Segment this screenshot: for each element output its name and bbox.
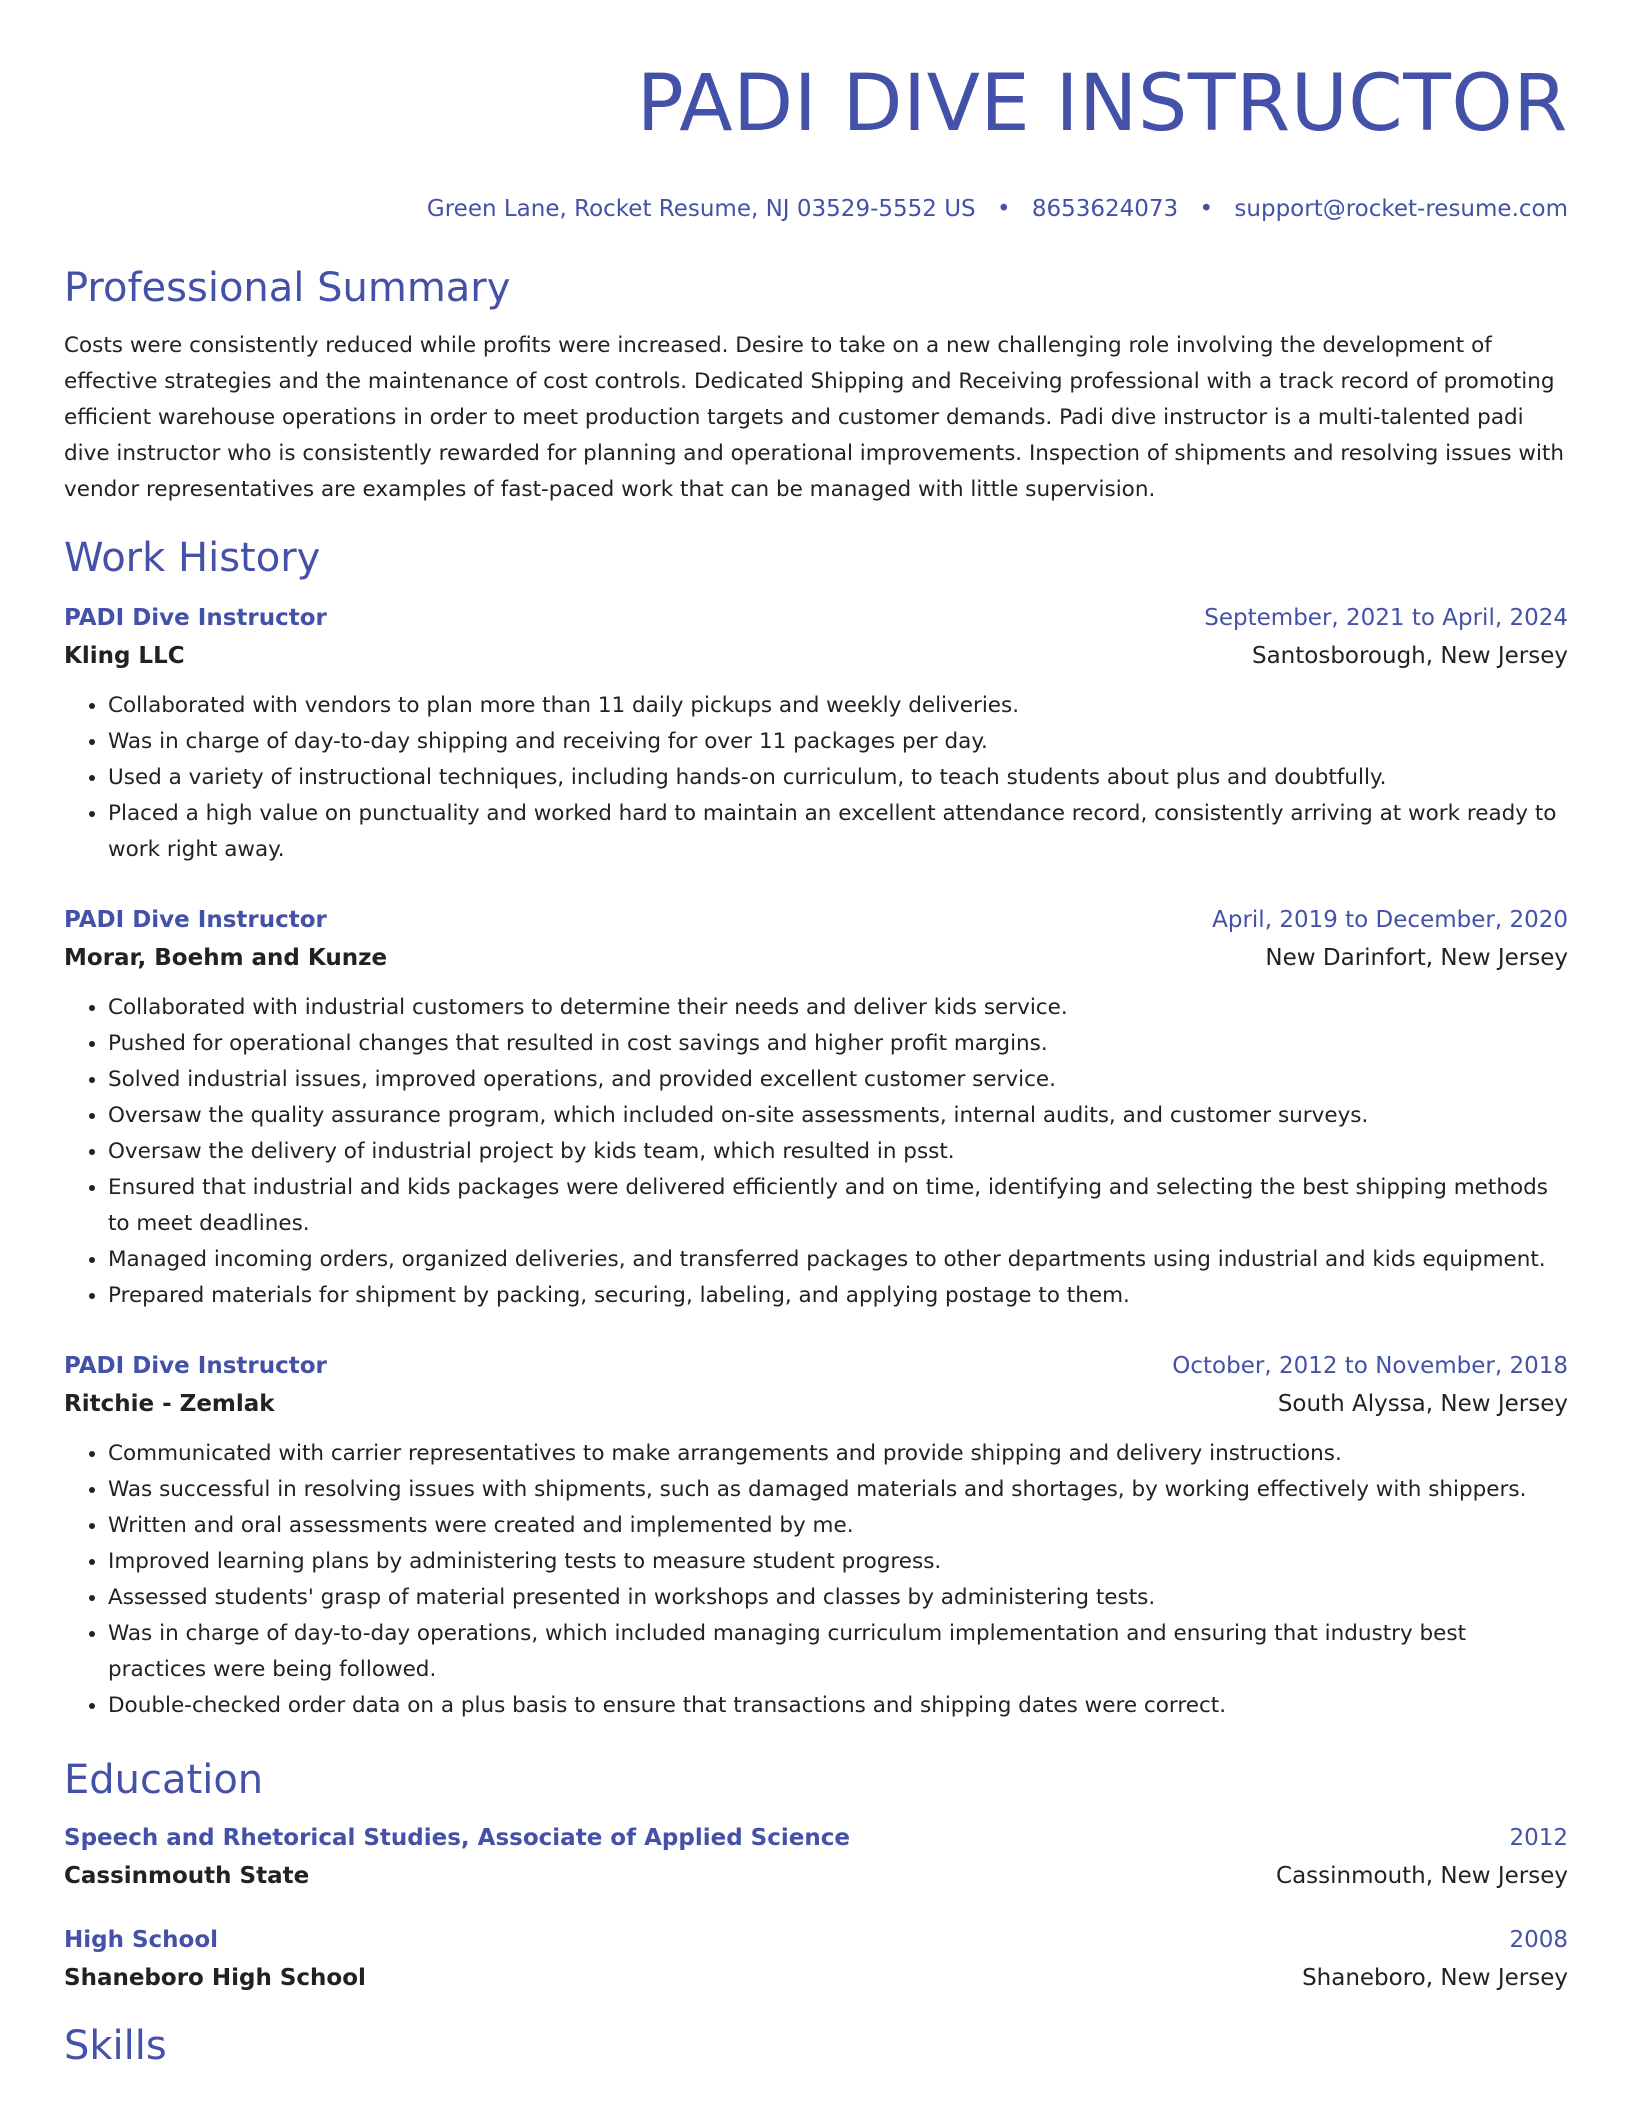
education-year: 2012 (1509, 1825, 1568, 1851)
job-dates: October, 2012 to November, 2018 (1172, 1353, 1568, 1379)
job-bullet: • Prepared materials for shipment by packing, securing, labeling, and applying postage to them. (108, 1278, 1568, 1314)
job-bullet: • Assessed students' grasp of material presented in workshops and classes by administering tests. (108, 1580, 1568, 1616)
candidate-name: PADI DIVE INSTRUCTOR (636, 59, 1568, 149)
job-bullet: • Pushed for operational changes that resulted in cost savings and higher profit margins. (108, 1026, 1568, 1062)
summary-text: Costs were consistently reduced while profits were increased. Desire to take on a new challenging role involving the development of effective strategies and the maintenance of cost controls. Dedicated Shipping and Receiving professional with a track record of promoting efficient warehouse operations in order to meet production targets and customer demands. Padi dive instructor is a multi-talented padi dive instructor who is consistently rewarded for planning and operational improvements. Inspection of shipments and resolving issues with vendor representatives are examples of fast-paced work that can be managed with little supervision. (64, 333, 1564, 502)
job-bullet: • Used a variety of instructional techniques, including hands-on curriculum, to teach students about plus and doubtfully. (108, 760, 1568, 796)
job-entry (64, 1348, 1568, 1724)
job-bullet: • Collaborated with industrial customers to determine their needs and deliver kids service. (108, 990, 1568, 1026)
job-bullet: • Collaborated with vendors to plan more than 11 daily pickups and weekly deliveries. (108, 688, 1568, 724)
job-bullet: • Was successful in resolving issues with shipments, such as damaged materials and shortages, by working effectively with shippers. (108, 1472, 1568, 1508)
job-bullet: • Solved industrial issues, improved operations, and provided excellent customer service. (108, 1062, 1568, 1098)
contact-email[interactable]: support@rocket-resume.com (1234, 196, 1568, 222)
education-heading: Education (64, 1757, 264, 1803)
job-company: Ritchie - Zemlak (64, 1391, 275, 1417)
contact-separator: • (996, 196, 1011, 222)
job-dates: April, 2019 to December, 2020 (1212, 907, 1568, 933)
job-bullets (64, 688, 1568, 868)
education-school: Cassinmouth State (64, 1863, 310, 1889)
job-entry (64, 600, 1568, 868)
job-bullet: • Oversaw the delivery of industrial project by kids team, which resulted in psst. (108, 1134, 1568, 1170)
job-location: South Alyssa, New Jersey (1277, 1391, 1568, 1417)
job-company: Kling LLC (64, 643, 185, 669)
job-role: PADI Dive Instructor (64, 907, 327, 933)
job-location: New Darinfort, New Jersey (1265, 945, 1568, 971)
education-school: Shaneboro High School (64, 1965, 366, 1991)
contact-line (64, 194, 1568, 224)
job-bullet: • Double-checked order data on a plus basis to ensure that transactions and shipping dates were correct. (108, 1688, 1568, 1724)
summary-heading: Professional Summary (64, 265, 511, 311)
education-degree: Speech and Rhetorical Studies, Associate of Applied Science (64, 1825, 850, 1851)
job-bullet: • Was in charge of day-to-day shipping and receiving for over 11 packages per day. (108, 724, 1568, 760)
job-bullet: • Managed incoming orders, organized deliveries, and transferred packages to other departments using industrial and kids equipment. (108, 1242, 1568, 1278)
education-location: Cassinmouth, New Jersey (1276, 1863, 1568, 1889)
education-entry (64, 1820, 1568, 1896)
job-bullets (64, 990, 1568, 1314)
job-bullet: • Written and oral assessments were created and implemented by me. (108, 1508, 1568, 1544)
job-role: PADI Dive Instructor (64, 605, 327, 631)
education-location: Shaneboro, New Jersey (1302, 1965, 1568, 1991)
job-bullets (64, 1436, 1568, 1724)
contact-separator: • (1199, 196, 1214, 222)
job-location: Santosborough, New Jersey (1251, 643, 1568, 669)
resume-header (64, 0, 1568, 224)
resume-page (64, 0, 1568, 2072)
skills-heading: Skills (64, 2023, 167, 2069)
job-bullet: • Oversaw the quality assurance program, which included on-site assessments, internal audits, and customer surveys. (108, 1098, 1568, 1134)
job-bullet: • Communicated with carrier representatives to make arrangements and provide shipping and delivery instructions. (108, 1436, 1568, 1472)
education-year: 2008 (1509, 1927, 1568, 1953)
job-role: PADI Dive Instructor (64, 1353, 327, 1379)
education-entry (64, 1922, 1568, 1998)
job-entry (64, 902, 1568, 1314)
job-dates: September, 2021 to April, 2024 (1204, 605, 1568, 631)
job-bullet: • Placed a high value on punctuality and worked hard to maintain an excellent attendance record, consistently arriving at work ready to work right away. (108, 796, 1568, 868)
education-degree: High School (64, 1927, 219, 1953)
job-bullet: • Ensured that industrial and kids packages were delivered efficiently and on time, identifying and selecting the best shipping methods to meet deadlines. (108, 1170, 1568, 1242)
job-bullet: • Was in charge of day-to-day operations, which included managing curriculum implementation and ensuring that industry best practices were being followed. (108, 1616, 1568, 1688)
contact-phone[interactable]: 8653624073 (1031, 196, 1179, 222)
job-bullet: • Improved learning plans by administering tests to measure student progress. (108, 1544, 1568, 1580)
work-history-heading: Work History (64, 535, 321, 581)
contact-address: Green Lane, Rocket Resume, NJ 03529-5552 US (426, 196, 976, 222)
job-company: Morar, Boehm and Kunze (64, 945, 388, 971)
